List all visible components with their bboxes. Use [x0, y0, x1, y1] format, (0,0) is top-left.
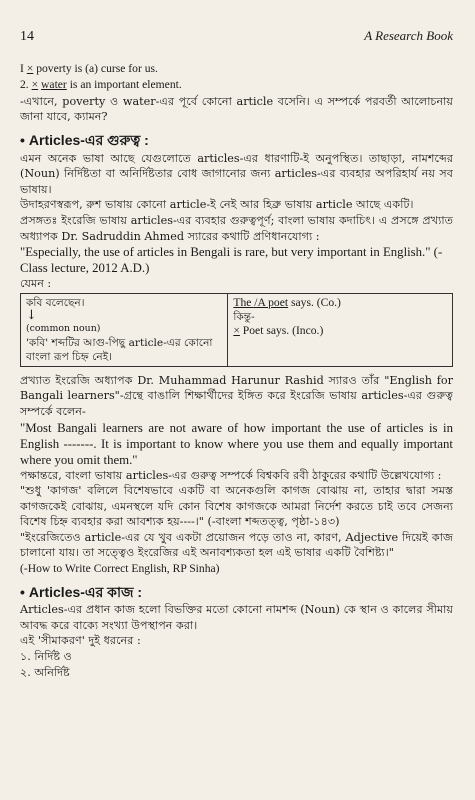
- bullet-icon: •: [20, 583, 25, 600]
- page-number: 14: [20, 29, 34, 44]
- quotation: "ইংরেজিতেও article-এর যে খুব একটা প্রয়োজন পড়ে তাও না, কারণ, Adjective দিয়েই কাজ চালানো যায়। তা সত্ত্বেও ইংরেজির এই অনাবশ্যকতা হল এই ভাষার একটি বৈশিষ্ট্য।": [20, 530, 453, 560]
- citation: (-How to Write Correct English, RP Sinha): [20, 562, 220, 576]
- paragraph: প্রসঙ্গতঃ ইংরেজি ভাষায় articles-এর ব্যবহার গুরুত্বপূর্ণ; বাংলা ভাষায় কদাচিৎ। এ প্রসঙ্গে প্রখ্যাত অধ্যাপক Dr. Sadruddin Ahmed স্যারের কথাটি প্রণিধানযোগ্য :: [20, 213, 453, 243]
- cross-mark: ×: [233, 323, 240, 337]
- page-header: [20, 28, 453, 45]
- list-item: ১. নির্দিষ্ট ও: [20, 650, 72, 664]
- quotation: "Especially, the use of articles in Bengali is rare, but very important in English." (- Class lecture, 2012 A.D.): [20, 245, 443, 276]
- example-table: [20, 293, 453, 367]
- section-heading-function: • Articles-এর কাজ :: [20, 583, 143, 600]
- paragraph: Articles-এর প্রধান কাজ হলো বিভক্তির মতো কোনো নামশব্দ (Noun) কে স্থান ও কালের সীমায় আবদ্ধ করে বাক্যে সংখ্যা উপস্থাপন করা।: [20, 603, 453, 632]
- cross-mark: ×: [31, 78, 39, 92]
- quotation: "Most Bangali learners are not aware of how important the use of articles is in English -------. It is important to know where you use them and equally important where you omit them.": [20, 420, 453, 467]
- underlined-word: water: [41, 78, 67, 92]
- running-title: A Research Book: [364, 28, 453, 43]
- paragraph: এমন অনেক ভাষা আছে যেগুলোতে articles-এর ধারণাটি-ই অনুপস্থিত। তাছাড়া, নামশব্দের (Noun) নির্দিষ্টতা বা অনির্দিষ্টতার বোধ জাগানোর জন্য articles-এর ব্যবহার অপরিহার্য নয় সব ভাষায়।: [20, 151, 453, 196]
- table-cell-right: The /A poet says. (Co.) কিন্তু- × Poet says. (Inco.): [228, 293, 453, 366]
- paragraph: উদাহরণস্বরূপ, রুশ ভাষায় কোনো article-ই নেই আর হিব্রু ভাষায় article আছে একটি।: [20, 198, 414, 212]
- bullet-icon: •: [20, 131, 25, 148]
- paragraph: পক্ষান্তরে, বাংলা ভাষায় articles-এর গুরুত্ব সম্পর্কে বিশ্বকবি রবী ঠাকুরের কথাটি উল্লেখযোগ্য :: [20, 468, 442, 482]
- intro-note: -এখানে, poverty ও water-এর পূর্বে কোনো article বসেনি। এ সম্পর্কে পরবর্তী আলোচনায় জানা যাবে, ক্যামন?: [20, 94, 453, 124]
- example-line-1: I × poverty is (a) curse for us.: [20, 61, 158, 75]
- paragraph: প্রখ্যাত ইংরেজি অধ্যাপক Dr. Muhammad Harunur Rashid স্যারও তাঁর "English for Bangali learners"-গ্রন্থে বাঙালি শিক্ষার্থীদের ইঙ্গিত করে ইংরেজি ভাষায় articles-এর গুরুত্ব সম্পর্কে বলেন-: [20, 373, 453, 418]
- cross-mark: ×: [26, 61, 34, 75]
- example-line-2: 2. × water is an important element.: [20, 78, 182, 92]
- list-item: ২. অনির্দিষ্ট: [20, 665, 70, 679]
- section-heading-importance: • Articles-এর গুরুত্ব :: [20, 131, 149, 148]
- quotation: "শুধু 'কাগজ' বলিলে বিশেষভাবে একটি বা অনেকগুলি কাগজ বোঝায় না, তাহার দ্বারা সমস্ত কাগজকেই বোঝায়, এমনস্থলে যদি কোন বিশেষ কাগজকে আমরা নির্দেশ করতে চাই তবে সেজন্য বিশেষ চিহ্ন ব্যবহার করা আবশ্যক হয়----।" (-বাংলা শব্দতত্ত্ব, পৃষ্ঠা-১৪৩): [20, 484, 453, 529]
- table-cell-left: কবি বলেছেন। ↓ (common noun) 'কবি' শব্দটির আগু-পিছু article-এর কোনো বাংলা রূপ চিহ্ন নেই।: [21, 293, 228, 366]
- example-label: যেমন :: [20, 277, 52, 291]
- paragraph: এই 'সীমাকরণ' দুই ধরনের :: [20, 634, 141, 648]
- down-arrow-icon: ↓: [26, 307, 37, 323]
